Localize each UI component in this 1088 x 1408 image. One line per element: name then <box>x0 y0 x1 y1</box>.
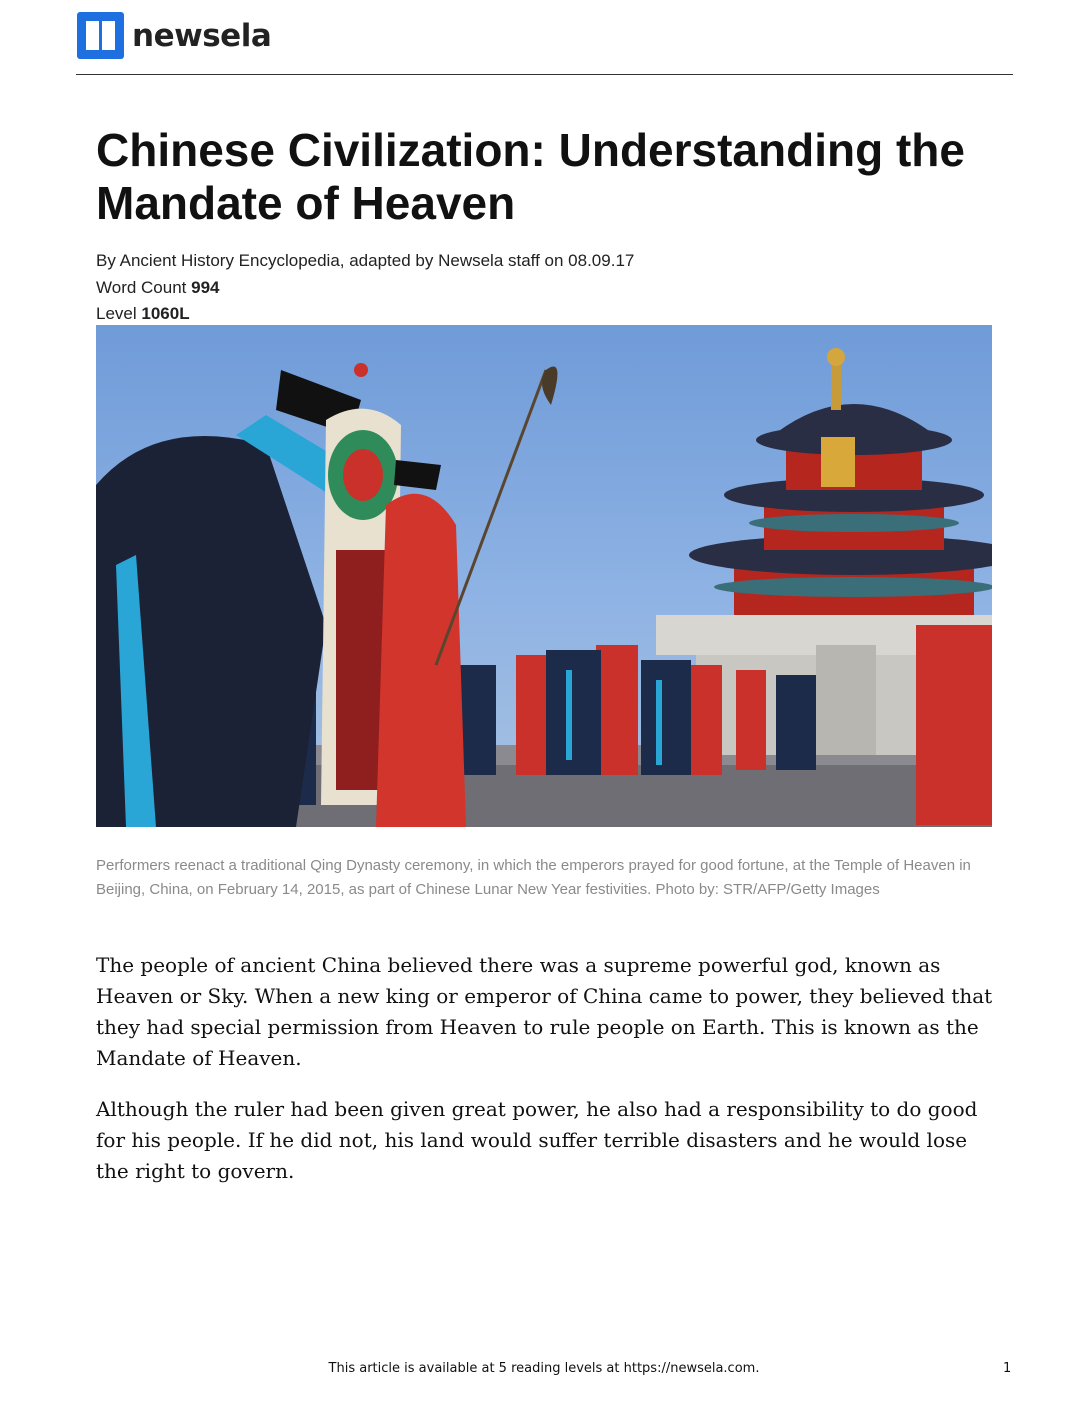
newsela-logo[interactable] <box>77 12 271 59</box>
photo-caption: Performers reenact a traditional Qing Dynasty ceremony, in which the emperors prayed for good fortune, at the Temple of Heaven in Beijing, China, on February 14, 2015, as part of Chinese Lunar New Year festivities. Photo by: STR/AFP/Getty Images <box>96 857 971 898</box>
paragraph: Although the ruler had been given great power, he also had a responsibility to do good for his people. If he did not, his land would suffer terrible disasters and he would lose the right to govern. <box>96 1097 978 1183</box>
level-value: 1060L <box>141 304 190 323</box>
article-meta <box>96 248 634 328</box>
paragraph: The people of ancient China believed there was a supreme powerful god, known as Heaven or Sky. When a new king or emperor of China came to power, they believed that they had special permission from Heaven to rule people on Earth. This is known as the Mandate of Heaven. <box>96 953 993 1070</box>
brand-name: newsela <box>132 17 272 54</box>
word-count-label: Word Count <box>96 277 187 297</box>
word-count-value: 994 <box>191 277 220 297</box>
article-body <box>96 950 996 1207</box>
word-count <box>96 275 634 302</box>
article-photo <box>96 325 992 827</box>
level-label: Level <box>96 304 137 323</box>
article-title: Chinese Civilization: Understanding the Mandate of Heaven <box>96 124 965 229</box>
newsela-logo-icon <box>77 12 124 59</box>
footer-note: This article is available at 5 reading levels at https://newsela.com. <box>328 1361 760 1376</box>
header-divider <box>76 74 1013 75</box>
reading-level <box>96 301 634 328</box>
byline: By Ancient History Encyclopedia, adapted by Newsela staff on 08.09.17 <box>96 251 635 270</box>
page-number: 1 <box>1003 1361 1012 1376</box>
